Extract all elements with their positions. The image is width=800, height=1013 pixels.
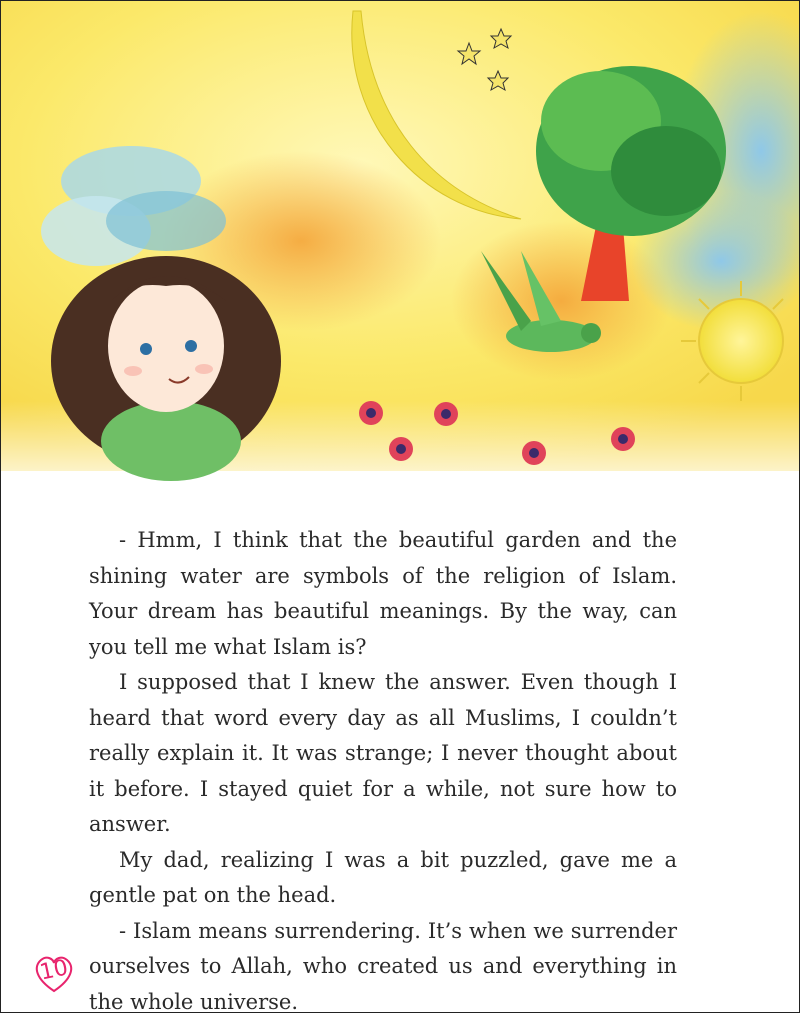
story-text bbox=[89, 523, 677, 1013]
paragraph: My dad, realizing I was a bit puzzled, gave me a gentle pat on the head. bbox=[89, 847, 677, 907]
paragraph: I supposed that I knew the answer. Even though I heard that word every day as all Muslims, I couldn’t really explain it. It was strange; I never thought about it before. I stayed quiet for a while, not sure how to answer. bbox=[89, 670, 677, 836]
girl-dreaming-illustration bbox=[1, 1, 799, 501]
page-number-text: 10 bbox=[37, 955, 71, 986]
page-number bbox=[31, 951, 77, 995]
paragraph: - Islam means surrendering. It’s when we surrender ourselves to Allah, who created us and everything in the whole universe. bbox=[89, 918, 677, 1013]
paragraph: - Hmm, I think that the beautiful garden and the shining water are symbols of the religion of Islam. Your dream has beautiful meanings. By the way, can you tell me what Islam is? bbox=[89, 528, 677, 659]
